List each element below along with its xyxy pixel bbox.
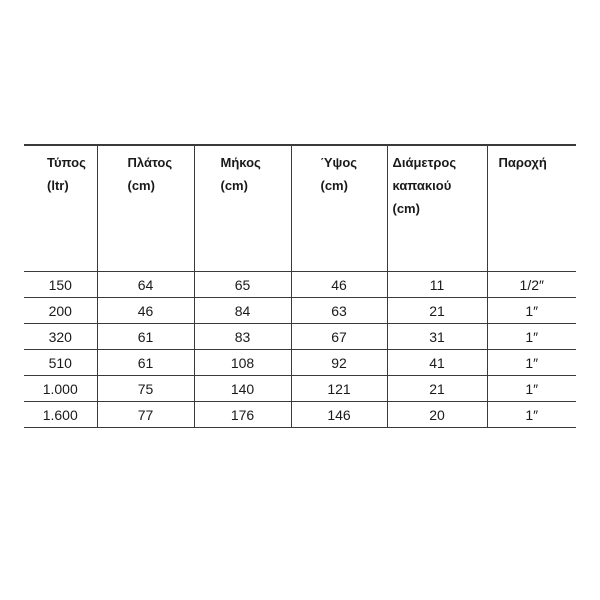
table-row (24, 402, 576, 428)
cell-width: 77 (97, 402, 194, 428)
cell-width: 46 (97, 298, 194, 324)
cell-type: 200 (24, 298, 97, 324)
cell-lid-diameter: 41 (387, 350, 487, 376)
header-supply-label: Παροχή (498, 155, 547, 170)
cell-supply: 1″ (487, 298, 576, 324)
cell-supply: 1″ (487, 324, 576, 350)
cell-lid-diameter: 21 (387, 376, 487, 402)
cell-width: 64 (97, 272, 194, 298)
cell-height: 92 (291, 350, 387, 376)
cell-width: 75 (97, 376, 194, 402)
cell-height: 67 (291, 324, 387, 350)
cell-length: 176 (194, 402, 291, 428)
cell-type: 510 (24, 350, 97, 376)
cell-length: 83 (194, 324, 291, 350)
cell-lid-diameter: 31 (387, 324, 487, 350)
cell-supply: 1″ (487, 350, 576, 376)
header-lid-diameter-label: Διάμετρος καπακιού (cm) (392, 155, 457, 216)
header-length-label: Μήκος (cm) (220, 155, 261, 193)
header-height (291, 145, 387, 272)
cell-width: 61 (97, 324, 194, 350)
header-width (97, 145, 194, 272)
spec-table (24, 144, 576, 428)
cell-height: 46 (291, 272, 387, 298)
header-height-label: Ύψος (cm) (320, 155, 358, 193)
cell-type: 320 (24, 324, 97, 350)
header-type-label: Τύπος (ltr) (47, 155, 86, 193)
table-row (24, 324, 576, 350)
cell-supply: 1″ (487, 376, 576, 402)
cell-type: 150 (24, 272, 97, 298)
table-row (24, 350, 576, 376)
cell-type: 1.000 (24, 376, 97, 402)
cell-height: 121 (291, 376, 387, 402)
header-type (24, 145, 97, 272)
cell-length: 84 (194, 298, 291, 324)
cell-length: 65 (194, 272, 291, 298)
table-header (24, 145, 576, 272)
header-width-label: Πλάτος (cm) (127, 155, 173, 193)
cell-length: 140 (194, 376, 291, 402)
cell-length: 108 (194, 350, 291, 376)
table-body (24, 272, 576, 428)
cell-lid-diameter: 20 (387, 402, 487, 428)
cell-supply: 1/2″ (487, 272, 576, 298)
table-row (24, 272, 576, 298)
cell-type: 1.600 (24, 402, 97, 428)
cell-supply: 1″ (487, 402, 576, 428)
table-row (24, 376, 576, 402)
cell-height: 146 (291, 402, 387, 428)
header-length (194, 145, 291, 272)
cell-height: 63 (291, 298, 387, 324)
cell-lid-diameter: 11 (387, 272, 487, 298)
header-supply (487, 145, 576, 272)
table-row (24, 298, 576, 324)
cell-width: 61 (97, 350, 194, 376)
header-row (24, 145, 576, 272)
header-lid-diameter (387, 145, 487, 272)
cell-lid-diameter: 21 (387, 298, 487, 324)
